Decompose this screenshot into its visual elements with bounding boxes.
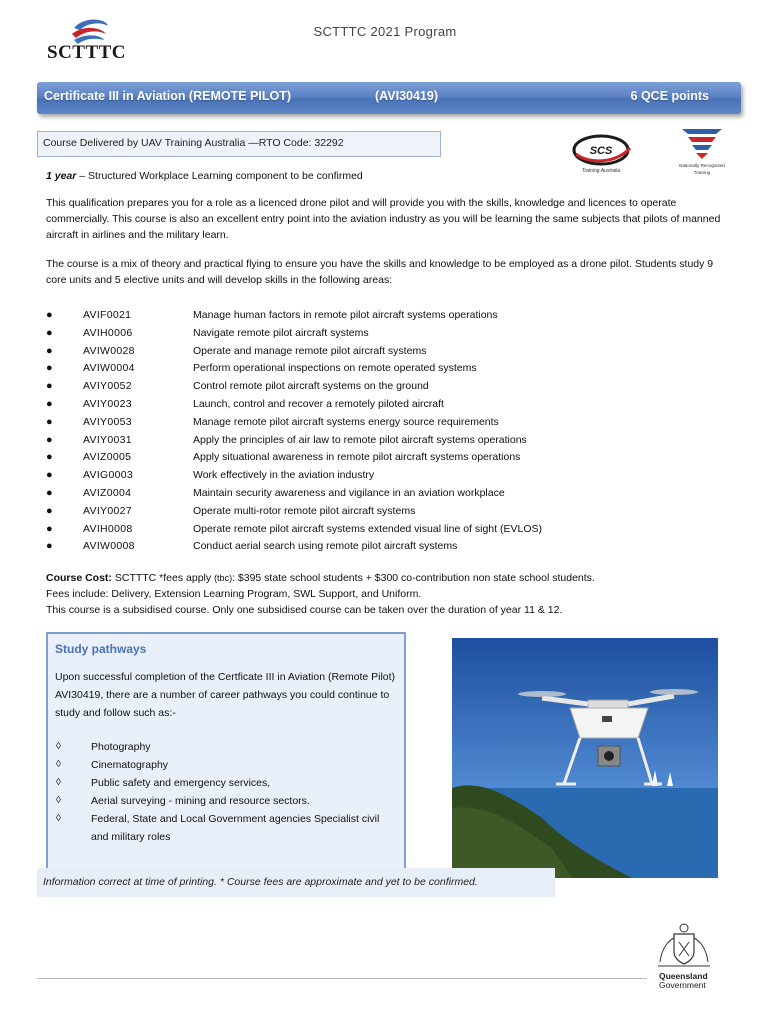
intro-paragraph: This qualification prepares you for a role as a licenced drone pilot and will provide you with the skills, knowledge and licences to operate commercially. This course is also an excellent entry point into the aviation industry as you will be learning the same subjects that pilots of manned aircraft in airlines and the military learn.	[46, 197, 721, 241]
unit-list-item	[46, 539, 736, 557]
logo-wordmark: SCTTTC	[47, 42, 127, 63]
pathway-label: Aerial surveying - mining and resource sectors.	[91, 795, 310, 807]
bullet-icon: ●	[46, 326, 53, 339]
page-title: SCTTTC 2021 Program	[313, 24, 457, 39]
unit-code: AVIY0053	[83, 415, 132, 428]
diamond-bullet-icon: ◊	[56, 813, 61, 824]
unit-description: Navigate remote pilot aircraft systems	[193, 326, 369, 339]
pathway-label: Public safety and emergency services,	[91, 777, 271, 789]
study-pathways-intro: Upon successful completion of the Certficate III in Aviation (Remote Pilot) AVI30419, there are a number of career pathways you could continue to study and follow such as:-	[55, 671, 396, 719]
diamond-bullet-icon: ◊	[56, 777, 61, 788]
unit-list-item	[46, 326, 736, 344]
qld-line1: Queensland	[659, 971, 708, 981]
unit-code: AVIW0004	[83, 362, 135, 375]
unit-description: Work effectively in the aviation industry	[193, 469, 375, 482]
delivery-box	[37, 131, 441, 157]
queensland-crest-icon	[652, 922, 716, 970]
qce-points: 6 QCE points	[630, 89, 709, 103]
bullet-icon: ●	[46, 380, 53, 393]
unit-list-item	[46, 379, 736, 397]
unit-description: Operate and manage remote pilot aircraft systems	[193, 344, 427, 357]
unit-description: Manage human factors in remote pilot aircraft systems operations	[193, 309, 498, 321]
bullet-icon: ●	[46, 486, 53, 499]
unit-description: Maintain security awareness and vigilance in an aviation workplace	[193, 486, 505, 499]
subsidy-note: This course is a subsidised course. Only one subsidised course can be taken over the duration of year 11 & 12.	[46, 604, 563, 616]
course-title: Certificate III in Aviation (REMOTE PILOT)	[44, 89, 292, 103]
bullet-icon: ●	[46, 415, 53, 428]
intro-paragraph: The course is a mix of theory and practical flying to ensure you have the skills and knowledge to be employed as a drone pilot. Students study 9 core units and 5 elective units and will develop skills in the following areas:	[46, 258, 714, 286]
bullet-icon: ●	[46, 504, 53, 517]
bullet-icon: ●	[46, 309, 53, 321]
unit-list-item	[46, 486, 736, 504]
bullet-icon: ●	[46, 433, 53, 446]
unit-description: Perform operational inspections on remote operated systems	[193, 362, 477, 375]
unit-code: AVIW0028	[83, 344, 135, 357]
unit-list-item	[46, 415, 736, 433]
scs-tagline: Training Australia	[581, 168, 621, 174]
study-pathways-box	[46, 632, 406, 870]
unit-code: AVIY0052	[83, 380, 132, 393]
diamond-bullet-icon: ◊	[56, 759, 61, 770]
units-list	[46, 308, 736, 557]
unit-code: AVIY0023	[83, 397, 132, 410]
nrt-line1: Nationally Recognised	[679, 163, 725, 168]
bullet-icon: ●	[46, 451, 53, 464]
disclaimer-text: Information correct at time of printing. * Course fees are approximate and yet to be confirmed.	[43, 876, 478, 888]
unit-description: Operate multi-rotor remote pilot aircraft systems	[193, 504, 416, 517]
unit-code: AVIH0006	[83, 326, 133, 339]
unit-description: Launch, control and recover a remotely piloted aircraft	[193, 397, 444, 410]
course-code: (AVI30419)	[375, 89, 438, 103]
unit-description: Operate remote pilot aircraft systems extended visual line of sight (EVLOS)	[193, 522, 542, 535]
unit-list-item	[46, 468, 736, 486]
delivery-text: Course Delivered by UAV Training Australia —RTO Code: 32292	[43, 137, 344, 149]
diamond-bullet-icon: ◊	[56, 741, 61, 752]
pathway-item	[55, 774, 399, 792]
bullet-icon: ●	[46, 522, 53, 535]
pathway-item	[55, 810, 399, 846]
unit-list-item	[46, 504, 736, 522]
bullet-icon: ●	[46, 540, 53, 553]
cost-label: Course Cost:	[46, 572, 112, 584]
pathway-label: Cinematography	[91, 759, 169, 771]
unit-code: AVIH0008	[83, 522, 133, 535]
cost-amount: : $395 state school students + $300 co-contribution non state school students.	[232, 572, 595, 584]
course-cost	[46, 570, 736, 618]
unit-list-item	[46, 397, 736, 415]
unit-list-item	[46, 522, 736, 540]
cost-prefix: SCTTTC *fees apply	[111, 572, 215, 584]
diamond-bullet-icon: ◊	[56, 795, 61, 806]
unit-description: Manage remote pilot aircraft systems energy source requirements	[193, 415, 499, 428]
pathway-item	[55, 738, 399, 756]
unit-description: Apply the principles of air law to remote pilot aircraft systems operations	[193, 433, 527, 446]
pathway-item	[55, 792, 399, 810]
unit-code: AVIG0003	[83, 469, 134, 482]
unit-description: Apply situational awareness in remote pilot aircraft systems operations	[193, 451, 521, 464]
bullet-icon: ●	[46, 344, 53, 357]
unit-code: AVIY0027	[83, 504, 132, 517]
unit-code: AVIW0008	[83, 540, 135, 553]
pathway-label: Photography	[91, 741, 151, 753]
study-pathways-title: Study pathways	[55, 642, 147, 656]
unit-code: AVIY0031	[83, 433, 132, 446]
disclaimer-box	[37, 868, 555, 897]
course-banner	[37, 82, 741, 114]
unit-code: AVIZ0004	[83, 486, 132, 499]
scs-logo-text: SCS	[589, 145, 613, 157]
cost-tbc: (tbc)	[214, 573, 233, 583]
duration-line	[46, 168, 736, 184]
pathways-list	[55, 738, 399, 846]
duration-bold: 1 year	[46, 170, 77, 182]
footer-divider	[37, 978, 647, 979]
duration-rest: – Structured Workplace Learning component to be confirmed	[76, 170, 363, 182]
queensland-government-wordmark	[659, 972, 708, 990]
pathway-item	[55, 756, 399, 774]
unit-list-item	[46, 308, 736, 326]
unit-list-item	[46, 361, 736, 379]
drone-photo	[452, 638, 718, 878]
nrt-line2: Training	[693, 170, 711, 175]
fees-include: Fees include: Delivery, Extension Learning Program, SWL Support, and Uniform.	[46, 588, 422, 600]
unit-code: AVIZ0005	[83, 451, 132, 464]
bullet-icon: ●	[46, 469, 53, 482]
unit-description: Conduct aerial search using remote pilot aircraft systems	[193, 540, 458, 553]
unit-list-item	[46, 433, 736, 451]
bullet-icon: ●	[46, 397, 53, 410]
qld-line2: Government	[659, 980, 706, 990]
unit-list-item	[46, 344, 736, 362]
unit-list-item	[46, 450, 736, 468]
unit-code: AVIF0021	[83, 309, 132, 321]
unit-description: Control remote pilot aircraft systems on the ground	[193, 380, 429, 393]
bullet-icon: ●	[46, 362, 53, 375]
pathway-label: Federal, State and Local Government agencies Specialist civil and military roles	[91, 813, 380, 843]
